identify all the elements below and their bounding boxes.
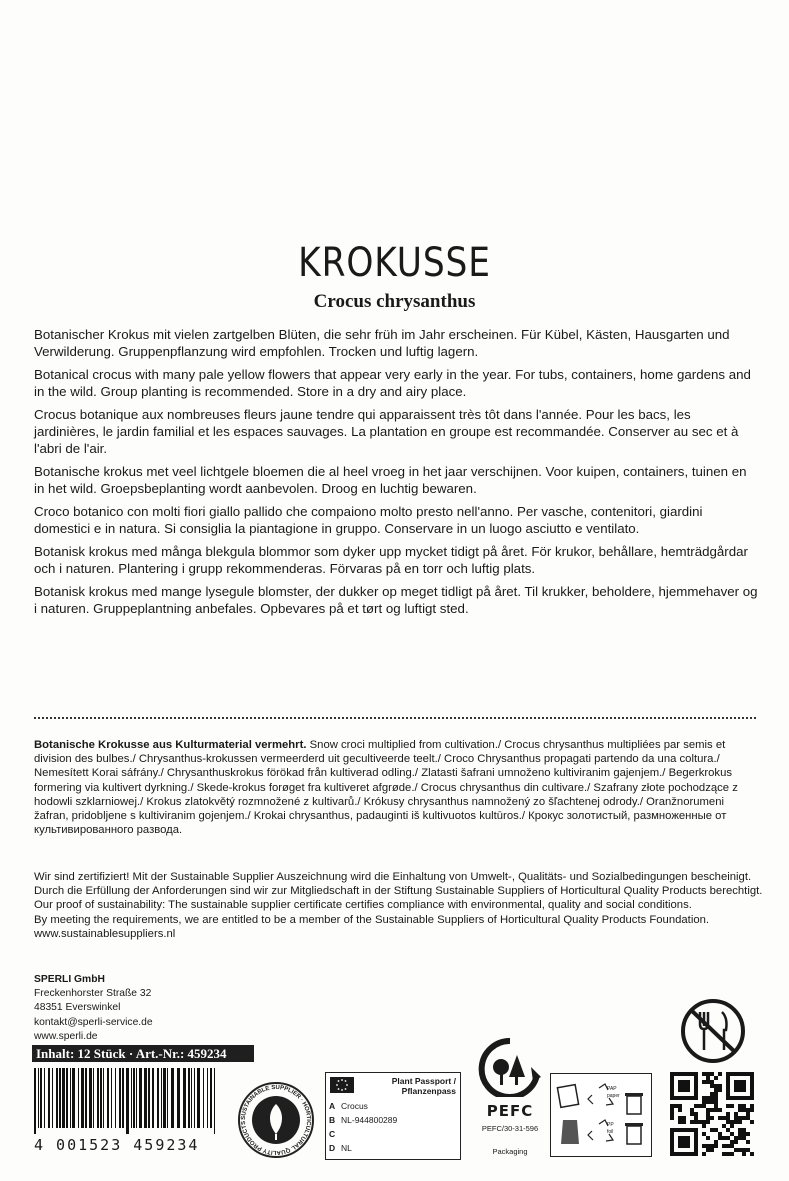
cert-line: Our proof of sustainability: The sustainable supplier certificate certifies compliance with environmental, quality and social conditions.	[34, 899, 692, 912]
certification-block	[34, 870, 764, 941]
cert-line: By meeting the requirements, we are entitled to be a member of the Sustainable Suppliers of Horticultural Quality Products Foundation.	[34, 913, 710, 926]
passport-key: A	[329, 1101, 336, 1111]
pefc-name: PEFC	[486, 1102, 534, 1120]
company-name: SPERLI GmbH	[34, 974, 105, 985]
seal-text: SUSTAINABLE SUPPLIER · HORTICULTURAL QUALITY PRODUCTS	[240, 1084, 312, 1156]
propagation-note	[34, 738, 758, 837]
barcode-digits: 4 001523 459234	[34, 1136, 200, 1154]
foil-label: foil	[607, 1129, 614, 1135]
passport-header-1: Plant Passport /	[391, 1076, 456, 1086]
propagation-lead: Botanische Krokusse aus Kulturmaterial vermehrt.	[34, 739, 307, 751]
address-email[interactable]: kontakt@sperli-service.de	[34, 1016, 153, 1028]
eu-flag-icon	[330, 1077, 354, 1093]
description-block	[34, 326, 758, 623]
description-it: Croco botanico con molti fiori giallo pallido che compaiono molto presto nell'anno. Per vasche, contenitori, giardini domestici e in natura. Si consiglia la piantagione in gruppo. Conservare in un luogo asciutto e ventilato.	[34, 504, 703, 536]
no-food-icon	[678, 996, 748, 1066]
pp-label: PP	[607, 1122, 614, 1128]
passport-key: B	[329, 1115, 336, 1125]
recycling-info	[550, 1073, 652, 1157]
pefc-tree-icon	[475, 1037, 545, 1097]
pefc-code: PEFC/30-31-596	[481, 1124, 539, 1133]
passport-value: NL-944800289	[341, 1115, 398, 1125]
address-street: Freckenhorster Straße 32	[34, 988, 152, 1000]
description-en: Botanical crocus with many pale yellow flowers that appear very early in the year. For tubs, containers, home gardens and in the wild. Group planting is recommended. Store in a dry and airy place.	[34, 367, 751, 399]
propagation-text: Snow croci multiplied from cultivation./ Crocus chrysanthus multipliées par semis et division des bulbes./ Chrysanthus-krokussen vermeerderd uit gecultiveerde teelt./ Croco Chrysanthus propagati partendo da una coltura./ Nemesített Korai sáfrány./ Chrysanthuskrokus förökad från kultiverad odling./ Zlatasti šafrani umnoženo kultiviranim gajenjem./ Begerkrokus formering via kultivert dyrkning./ Skede-krokus forøget fra kultiveret afgrøde./ Crocus chrysanthus din cultivare./ Szafrany złote pochodzące z hodowli szklarniowej./ Krokus zlatokvětý rozmnožené z kultivarů./ Krókusy chrysanthus namnožený zo šľachtenej odrody./ Oranžnorumeni žafran, pridobljene s kultiviranim gojenjem./ Krokai chrysanthus, padauginti iš kultivuotos kultūros./ Крокус золотистый, размноженные от культивированного развода.	[34, 739, 738, 837]
bin-icon	[625, 1093, 643, 1144]
cert-line: Wir sind zertifiziert! Mit der Sustainable Supplier Auszeichnung wird die Einhaltung von Umwelt-, Qualitäts- und Sozialbedingungen bescheinigt.	[34, 871, 752, 883]
passport-value: Crocus	[341, 1101, 368, 1111]
passport-key: C	[329, 1129, 336, 1139]
latin-name: Crocus chrysanthus	[313, 291, 476, 312]
address-web[interactable]: www.sperli.de	[34, 1030, 98, 1042]
content-bar: Inhalt: 12 Stück · Art.-Nr.: 459234	[32, 1045, 254, 1062]
sustainable-supplier-seal-icon	[236, 1080, 316, 1160]
pap-label: PAP	[607, 1086, 617, 1092]
description-de: Botanischer Krokus mit vielen zartgelben Blüten, die sehr früh im Jahr erscheinen. Für Kübel, Kästen, Hausgarten und Verwilderung. Gruppenpflanzung wird empfohlen. Trocken und luftig lagern.	[34, 327, 730, 359]
passport-row-a	[329, 1101, 368, 1111]
company-address	[34, 973, 153, 1044]
passport-row-b	[329, 1115, 397, 1125]
passport-header-2: Pflanzenpass	[401, 1086, 456, 1096]
plant-passport	[325, 1072, 461, 1160]
pefc-logo	[470, 1037, 550, 1156]
description-da: Botanisk krokus med mange lysegule blomster, der dukker op meget tidligt på året. Til krukker, beholdere, hjemmehaver og i naturen. Gruppeplantning anbefales. Opbevares på et tørt og luftigt sted.	[34, 584, 758, 616]
barcode-icon	[32, 1068, 222, 1136]
qr-code-icon[interactable]	[670, 1072, 754, 1156]
address-city: 48351 Everswinkel	[34, 1002, 121, 1014]
paper-label: paper	[607, 1093, 620, 1099]
passport-key: D	[329, 1143, 336, 1153]
passport-value: NL	[341, 1143, 352, 1153]
description-nl: Botanische krokus met veel lichtgele bloemen die al heel vroeg in het jaar verschijnen. Voor kuipen, containers, tuinen en in het wild. Groepsbeplanting wordt aanbevolen. Droog en luchtig bewaren.	[34, 464, 747, 496]
description-fr: Crocus botanique aux nombreuses fleurs jaune tendre qui apparaissent très tôt dans l'année. Pour les bacs, les jardinières, le jardin familial et les espaces sauvages. La plantation en groupe est recommandée. Conserver au sec et à l'abri de l'air.	[34, 407, 739, 456]
cert-link[interactable]: www.sustainablesuppliers.nl	[34, 927, 176, 940]
recycle-icon	[551, 1074, 651, 1156]
description-sv: Botanisk krokus med många blekgula blommor som dyker upp mycket tidigt på året. För krukor, behållare, hemträdgårdar och i naturen. Plantering i grupp rekommenderas. Förvaras på en torr och luftig plats.	[34, 544, 748, 576]
passport-row-c	[329, 1129, 341, 1139]
passport-header	[392, 1076, 456, 1096]
cert-line: Durch die Erfüllung der Anforderungen sind wir zur Mitgliedschaft in der Stiftung Sustainable Suppliers of Horticultural Quality Products berechtigt.	[34, 885, 763, 898]
passport-row-d	[329, 1143, 352, 1153]
dotted-divider	[34, 717, 756, 719]
pefc-caption: Packaging	[492, 1147, 528, 1156]
page-title: KROKUSSE	[298, 240, 491, 286]
